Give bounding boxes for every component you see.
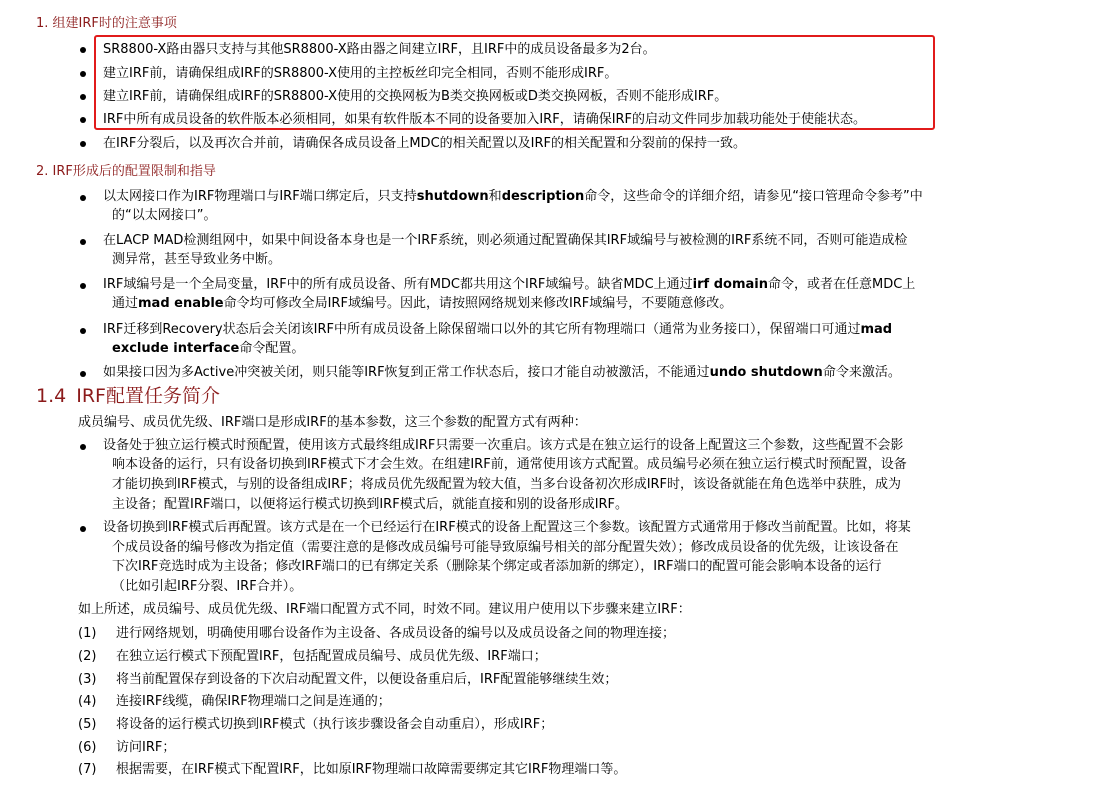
bullet-icon — [80, 444, 86, 450]
list-item: 设备切换到IRF模式后再配置。该方式是在一个已经运行在IRF模式的设备上配置这三个参数。该配置方式通常用于修改当前配置。比如，将某 — [103, 520, 911, 535]
text-run: 命令来激活。 — [822, 365, 901, 380]
summary-paragraph: 如上所述，成员编号、成员优先级、IRF端口配置方式不同，时效不同。建议用户使用以下步骤来建立IRF： — [78, 602, 691, 617]
command-keyword: mad enable — [138, 296, 224, 311]
list-item — [103, 363, 901, 382]
command-keyword: shutdown — [416, 189, 489, 204]
text-run: 命令，或者在任意MDC上 — [767, 277, 916, 292]
bullet-icon — [80, 328, 86, 334]
step-number: (6) — [78, 740, 97, 755]
list-item-continuation: 测异常，甚至导致业务中断。 — [112, 252, 282, 267]
list-item-continuation: 个成员设备的编号修改为指定值（需要注意的是修改成员编号可能导致原编号相关的部分配置失效）；修改成员设备的优先级，让该设备在 — [112, 540, 899, 555]
list-item: 在LACP MAD检测组网中，如果中间设备本身也是一个IRF系统，则必须通过配置确保其IRF域编号与被检测的IRF系统不同，否则可能造成检 — [103, 233, 908, 248]
list-item — [103, 187, 923, 206]
list-item — [103, 320, 892, 339]
bullet-icon — [80, 195, 86, 201]
list-item-continuation — [112, 339, 304, 358]
command-keyword: description — [501, 189, 585, 204]
step-number: (4) — [78, 694, 97, 709]
step-number: (1) — [78, 626, 97, 641]
bullet-icon — [80, 117, 86, 123]
list-item-continuation — [112, 294, 732, 313]
section-heading-2: 2. IRF形成后的配置限制和指导 — [36, 164, 216, 179]
list-item-continuation: 下次IRF竞选时成为主设备；修改IRF端口的已有绑定关系（删除某个绑定或者添加新的绑定），IRF端口的配置可能会影响本设备的运行 — [112, 559, 882, 574]
bullet-icon — [80, 283, 86, 289]
list-item: 建立IRF前，请确保组成IRF的SR8800-X使用的交换网板为B类交换网板或D类交换网板，否则不能形成IRF。 — [103, 89, 728, 104]
intro-paragraph: 成员编号、成员优先级、IRF端口是形成IRF的基本参数，这三个参数的配置方式有两种： — [78, 415, 587, 430]
command-keyword: mad — [860, 322, 893, 337]
list-item-continuation: （比如引起IRF分裂、IRF合并）。 — [112, 579, 303, 594]
step-text: 连接IRF线缆，确保IRF物理端口之间是连通的； — [116, 694, 391, 709]
text-run: 命令均可修改全局IRF域编号。因此，请按照网络规划来修改IRF域编号，不要随意修改。 — [223, 296, 733, 311]
text-run: IRF迁移到Recovery状态后会关闭该IRF中所有成员设备上除保留端口以外的其它所有物理端口（通常为业务接口），保留端口可通过 — [103, 322, 861, 337]
list-item: 建立IRF前，请确保组成IRF的SR8800-X使用的主控板丝印完全相同，否则不能形成IRF。 — [103, 66, 618, 81]
bullet-icon — [80, 47, 86, 53]
step-text: 进行网络规划，明确使用哪台设备作为主设备、各成员设备的编号以及成员设备之间的物理连接； — [116, 626, 676, 641]
step-text: 访问IRF； — [116, 740, 176, 755]
text-run: 如果接口因为多Active冲突被关闭，则只能等IRF恢复到正常工作状态后，接口才能自动被激活，不能通过 — [103, 365, 710, 380]
text-run: 命令配置。 — [239, 341, 305, 356]
list-item: 在IRF分裂后，以及再次合并前，请确保各成员设备上MDC的相关配置以及IRF的相关配置和分裂前的保持一致。 — [103, 136, 746, 151]
step-text: 在独立运行模式下预配置IRF，包括配置成员编号、成员优先级、IRF端口； — [116, 649, 547, 664]
bullet-icon — [80, 526, 86, 532]
list-item: SR8800-X路由器只支持与其他SR8800-X路由器之间建立IRF，且IRF中的成员设备最多为2台。 — [103, 42, 656, 57]
section-title: IRF配置任务简介 — [76, 385, 220, 407]
list-item-continuation: 的“以太网接口”。 — [112, 208, 217, 223]
step-number: (7) — [78, 762, 97, 777]
bullet-icon — [80, 94, 86, 100]
text-run: IRF域编号是一个全局变量，IRF中的所有成员设备、所有MDC都共用这个IRF域编号。缺省MDC上通过 — [103, 277, 693, 292]
text-run: 以太网接口作为IRF物理端口与IRF端口绑定后，只支持 — [103, 189, 417, 204]
bullet-icon — [80, 371, 86, 377]
step-number: (5) — [78, 717, 97, 732]
step-text: 根据需要，在IRF模式下配置IRF，比如原IRF物理端口故障需要绑定其它IRF物理端口等。 — [116, 762, 627, 777]
command-keyword: undo shutdown — [709, 365, 823, 380]
section-number: 1.4 — [36, 385, 67, 407]
command-keyword: exclude interface — [112, 341, 240, 356]
list-item — [103, 275, 915, 294]
section-heading-1-4 — [36, 381, 220, 408]
list-item: IRF中所有成员设备的软件版本必须相同，如果有软件版本不同的设备要加入IRF，请确保IRF的启动文件同步加载功能处于使能状态。 — [103, 112, 867, 127]
list-item-continuation: 响本设备的运行，只有设备切换到IRF模式下才会生效。在组建IRF前，通常使用该方式配置。成员编号必须在独立运行模式时预配置，设备 — [112, 457, 907, 472]
text-run: 命令，这些命令的详细介绍，请参见“接口管理命令参考”中 — [584, 189, 923, 204]
list-item-continuation: 才能切换到IRF模式，与别的设备组成IRF；将成员优先级配置为较大值，当多台设备初次形成IRF时，该设备就能在角色选举中获胜，成为 — [112, 477, 902, 492]
command-keyword: irf domain — [692, 277, 768, 292]
bullet-icon — [80, 141, 86, 147]
section-heading-1: 1. 组建IRF时的注意事项 — [36, 16, 177, 31]
step-text: 将设备的运行模式切换到IRF模式（执行该步骤设备会自动重启），形成IRF； — [116, 717, 554, 732]
step-number: (2) — [78, 649, 97, 664]
step-text: 将当前配置保存到设备的下次启动配置文件，以便设备重启后，IRF配置能够继续生效； — [116, 672, 618, 687]
text-run: 和 — [488, 189, 502, 204]
bullet-icon — [80, 71, 86, 77]
step-number: (3) — [78, 672, 97, 687]
text-run: 通过 — [112, 296, 139, 311]
bullet-icon — [80, 239, 86, 245]
list-item-continuation: 主设备；配置IRF端口，以便将运行模式切换到IRF模式后，就能直接和别的设备形成IRF。 — [112, 497, 629, 512]
list-item: 设备处于独立运行模式时预配置，使用该方式最终组成IRF只需要一次重启。该方式是在独立运行的设备上配置这三个参数，这些配置不会影 — [103, 438, 904, 453]
